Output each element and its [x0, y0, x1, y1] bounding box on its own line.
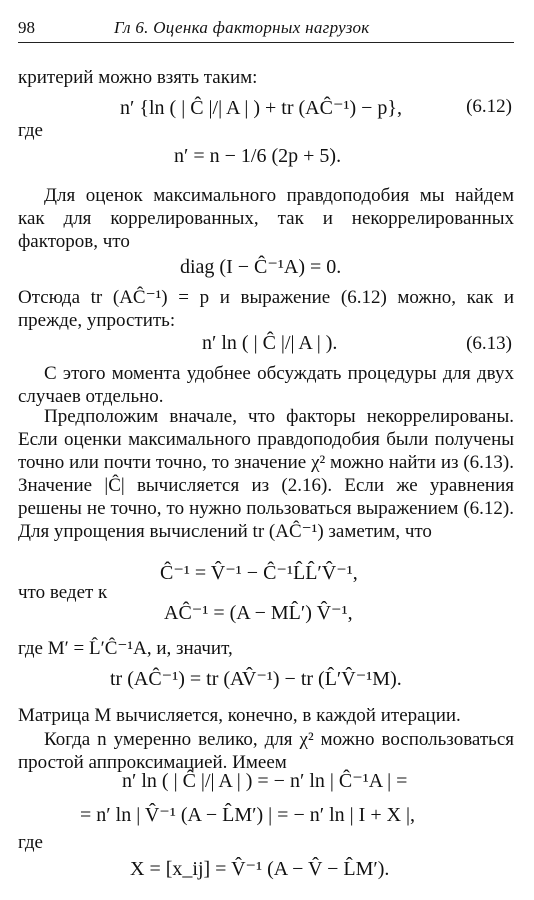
equation-c-inverse: Ĉ⁻¹ = V̂⁻¹ − Ĉ⁻¹L̂L̂′V̂⁻¹, [160, 562, 358, 584]
equation-x-definition: X = [x_ij] = V̂⁻¹ (A − V̂ − L̂M′). [130, 858, 390, 880]
page-header [18, 14, 514, 43]
label-where-m: где M′ = L̂′Ĉ⁻¹A, и, значит, [18, 638, 233, 659]
paragraph-approximation: Когда n умеренно велико, для χ² можно воспользоваться простой аппроксимацией. Имеем [18, 729, 514, 773]
equation-number-6-13: (6.13) [466, 333, 512, 354]
paragraph-hence: Отсюда tr (AĈ⁻¹) = p и выражение (6.12) можно, как и прежде, упростить: [18, 287, 514, 331]
label-where-1: где [18, 120, 43, 141]
equation-a-c-inverse: AĈ⁻¹ = (A − ML̂′) V̂⁻¹, [164, 602, 353, 624]
equation-6-13: n′ ln ( | Ĉ |/| A | ). [202, 332, 338, 354]
running-title: Гл 6. Оценка факторных нагрузок [114, 18, 370, 37]
paragraph-from-now: С этого момента удобнее обсуждать процедуры для двух случаев отдельно. [18, 363, 514, 407]
equation-approx-line-1: n′ ln ( | Ĉ |/| A | ) = − n′ ln | Ĉ⁻¹A | = [122, 770, 408, 792]
equation-trace: tr (AĈ⁻¹) = tr (AV̂⁻¹) − tr (L̂′V̂⁻¹M). [110, 668, 402, 690]
label-leads-to: что ведет к [18, 582, 108, 603]
label-where-3: где [18, 832, 43, 853]
paragraph-matrix-m: Матрица M вычисляется, конечно, в каждой итерации. [18, 705, 461, 726]
equation-n-prime: n′ = n − 1/6 (2p + 5). [174, 145, 342, 167]
equation-6-12: n′ {ln ( | Ĉ |/| A | ) + tr (AĈ⁻¹) − p}, [120, 97, 403, 119]
page-number: 98 [18, 18, 35, 37]
equation-number-6-12: (6.12) [466, 96, 512, 117]
equation-approx-line-2: = n′ ln | V̂⁻¹ (A − L̂M′) | = − n′ ln | I + X |, [80, 804, 416, 826]
paragraph-criterion: критерий можно взять таким: [18, 67, 258, 88]
paragraph-ml-estimates: Для оценок максимального правдоподобия мы найдем как для коррелированных, так и некоррелированных факторов, что [18, 185, 514, 252]
paragraph-uncorrelated: Предположим вначале, что факторы некоррелированы. Если оценки максимального правдоподобия были получены точно или почти точно, то значение χ² можно найти из (6.13). Значение |Ĉ| вычисляется из (2.16). Если же уравнения решены не точно, то нужно пользоваться выражением (6.12). Для упрощения вычислений tr (AĈ⁻¹) заметим, что [18, 406, 514, 542]
equation-diag: diag (I − Ĉ⁻¹A) = 0. [180, 256, 342, 278]
